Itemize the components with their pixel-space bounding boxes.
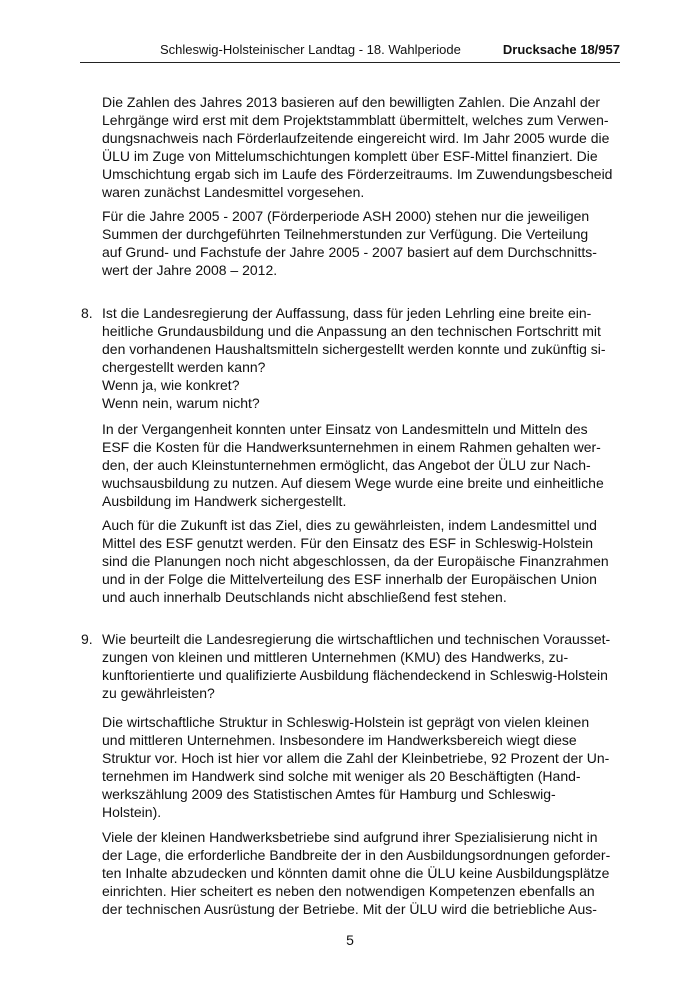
question-9 xyxy=(81,630,622,702)
text-line: wuchsausbildung zu nutzen. Auf diesem Wege wurde eine breite und einheitliche xyxy=(102,475,604,491)
text-line: wert der Jahre 2008 – 2012. xyxy=(102,262,278,278)
text-line: den, der auch Kleinstunternehmen ermöglicht, das Angebot der ÜLU zur Nach- xyxy=(102,457,591,473)
text-line: ternehmen im Handwerk sind solche mit weniger als 20 Beschäftigten (Hand- xyxy=(102,768,581,784)
text-line: Ist die Landesregierung der Auffassung, dass für jeden Lehrling eine breite ein- xyxy=(102,305,592,321)
text-line: sind die Planungen noch nicht abgeschlossen, da der Europäische Finanzrahmen xyxy=(102,553,609,569)
text-line: Wenn ja, wie konkret? xyxy=(102,377,240,393)
text-line: den vorhandenen Haushaltsmitteln sichergestellt werden konnte und zukünftig si- xyxy=(102,341,606,357)
answer-8-paragraph-1 xyxy=(102,420,622,510)
text-line: ESF die Kosten für die Handwerksunternehmen in einem Rahmen gehalten wer- xyxy=(102,439,601,455)
question-8 xyxy=(81,304,622,412)
text-line: und mittleren Unternehmen. Insbesondere im Handwerksbereich wiegt diese xyxy=(102,732,577,748)
paragraph-answer-2005-2007 xyxy=(102,207,622,279)
page-number: 5 xyxy=(346,932,354,948)
text-line: der Lage, die erforderliche Bandbreite der in den Ausbildungsordnungen geforder- xyxy=(102,847,611,863)
text-line: waren zunächst Landesmittel vorgesehen. xyxy=(102,184,365,200)
text-line: Umschichtung ergab sich im Laufe des Förderzeitraums. Im Zuwendungsbescheid xyxy=(102,166,613,182)
text-line: Auch für die Zukunft ist das Ziel, dies zu gewährleisten, indem Landesmittel und xyxy=(102,517,597,533)
header-title: Schleswig-Holsteinischer Landtag - 18. Wahlperiode xyxy=(160,42,461,57)
text-line: werkszählung 2009 des Statistischen Amtes für Hamburg und Schleswig- xyxy=(102,786,556,802)
text-line: und in der Folge die Mittelverteilung des ESF innerhalb der Europäischen Union xyxy=(102,571,597,587)
text-line: Struktur vor. Hoch ist hier vor allem die Zahl der Kleinbetriebe, 92 Prozent der Un- xyxy=(102,750,610,766)
question-number: 9. xyxy=(81,631,93,647)
text-line: auf Grund- und Fachstufe der Jahre 2005 - 2007 basiert auf dem Durchschnitts- xyxy=(102,244,597,260)
text-line: der technischen Ausrüstung der Betriebe. Mit der ÜLU wird die betriebliche Aus- xyxy=(102,901,597,917)
text-line: Summen der durchgeführten Teilnehmerstunden zur Verfügung. Die Verteilung xyxy=(102,226,589,242)
paragraph-answer-2013 xyxy=(102,93,622,201)
document-number: Drucksache 18/957 xyxy=(502,42,620,57)
text-line: In der Vergangenheit konnten unter Einsatz von Landesmitteln und Mitteln des xyxy=(102,421,588,437)
text-line: Wie beurteilt die Landesregierung die wirtschaftlichen und technischen Vorausset- xyxy=(102,631,611,647)
text-line: Holstein). xyxy=(102,804,162,820)
page-header xyxy=(80,40,620,63)
text-line: Für die Jahre 2005 - 2007 (Förderperiode ASH 2000) stehen nur die jeweiligen xyxy=(102,208,590,224)
text-line: kunftorientierte und qualifizierte Ausbildung flächendeckend in Schleswig-Holstein xyxy=(102,667,608,683)
text-line: und auch innerhalb Deutschlands nicht abschließend fest stehen. xyxy=(102,589,507,605)
text-line: ten Inhalte abzudecken und könnten damit ohne die ÜLU keine Ausbildungsplätze xyxy=(102,865,610,881)
text-line: Lehrgänge wird erst mit dem Projektstammblatt übermittelt, welches zum Verwen- xyxy=(102,112,609,128)
text-line: Die wirtschaftliche Struktur in Schleswig-Holstein ist geprägt von vielen kleinen xyxy=(102,714,590,730)
answer-8-paragraph-2 xyxy=(102,516,622,606)
question-number: 8. xyxy=(81,305,93,321)
text-line: Ausbildung im Handwerk sichergestellt. xyxy=(102,493,347,509)
text-line: Mittel des ESF genutzt werden. Für den Einsatz des ESF in Schleswig-Holstein xyxy=(102,535,593,551)
text-line: zungen von kleinen und mittleren Unternehmen (KMU) des Handwerks, zu- xyxy=(102,649,569,665)
text-line: ÜLU im Zuge von Mittelumschichtungen komplett über ESF-Mittel finanziert. Die xyxy=(102,148,598,164)
text-line: Die Zahlen des Jahres 2013 basieren auf den bewilligten Zahlen. Die Anzahl der xyxy=(102,94,601,110)
text-line: dungsnachweis nach Förderlaufzeitende eingereicht wird. Im Jahr 2005 wurde die xyxy=(102,130,610,146)
text-line: Wenn nein, warum nicht? xyxy=(102,395,260,411)
text-line: Viele der kleinen Handwerksbetriebe sind aufgrund ihrer Spezialisierung nicht in xyxy=(102,829,598,845)
text-line: heitliche Grundausbildung und die Anpassung an den technischen Fortschritt mit xyxy=(102,323,601,339)
text-line: einrichten. Hier scheitert es neben den notwendigen Kompetenzen ebenfalls an xyxy=(102,883,595,899)
text-line: chergestellt werden kann? xyxy=(102,359,266,375)
answer-9-paragraph-1 xyxy=(102,713,622,821)
text-line: zu gewährleisten? xyxy=(102,685,215,701)
answer-9-paragraph-2 xyxy=(102,828,622,918)
